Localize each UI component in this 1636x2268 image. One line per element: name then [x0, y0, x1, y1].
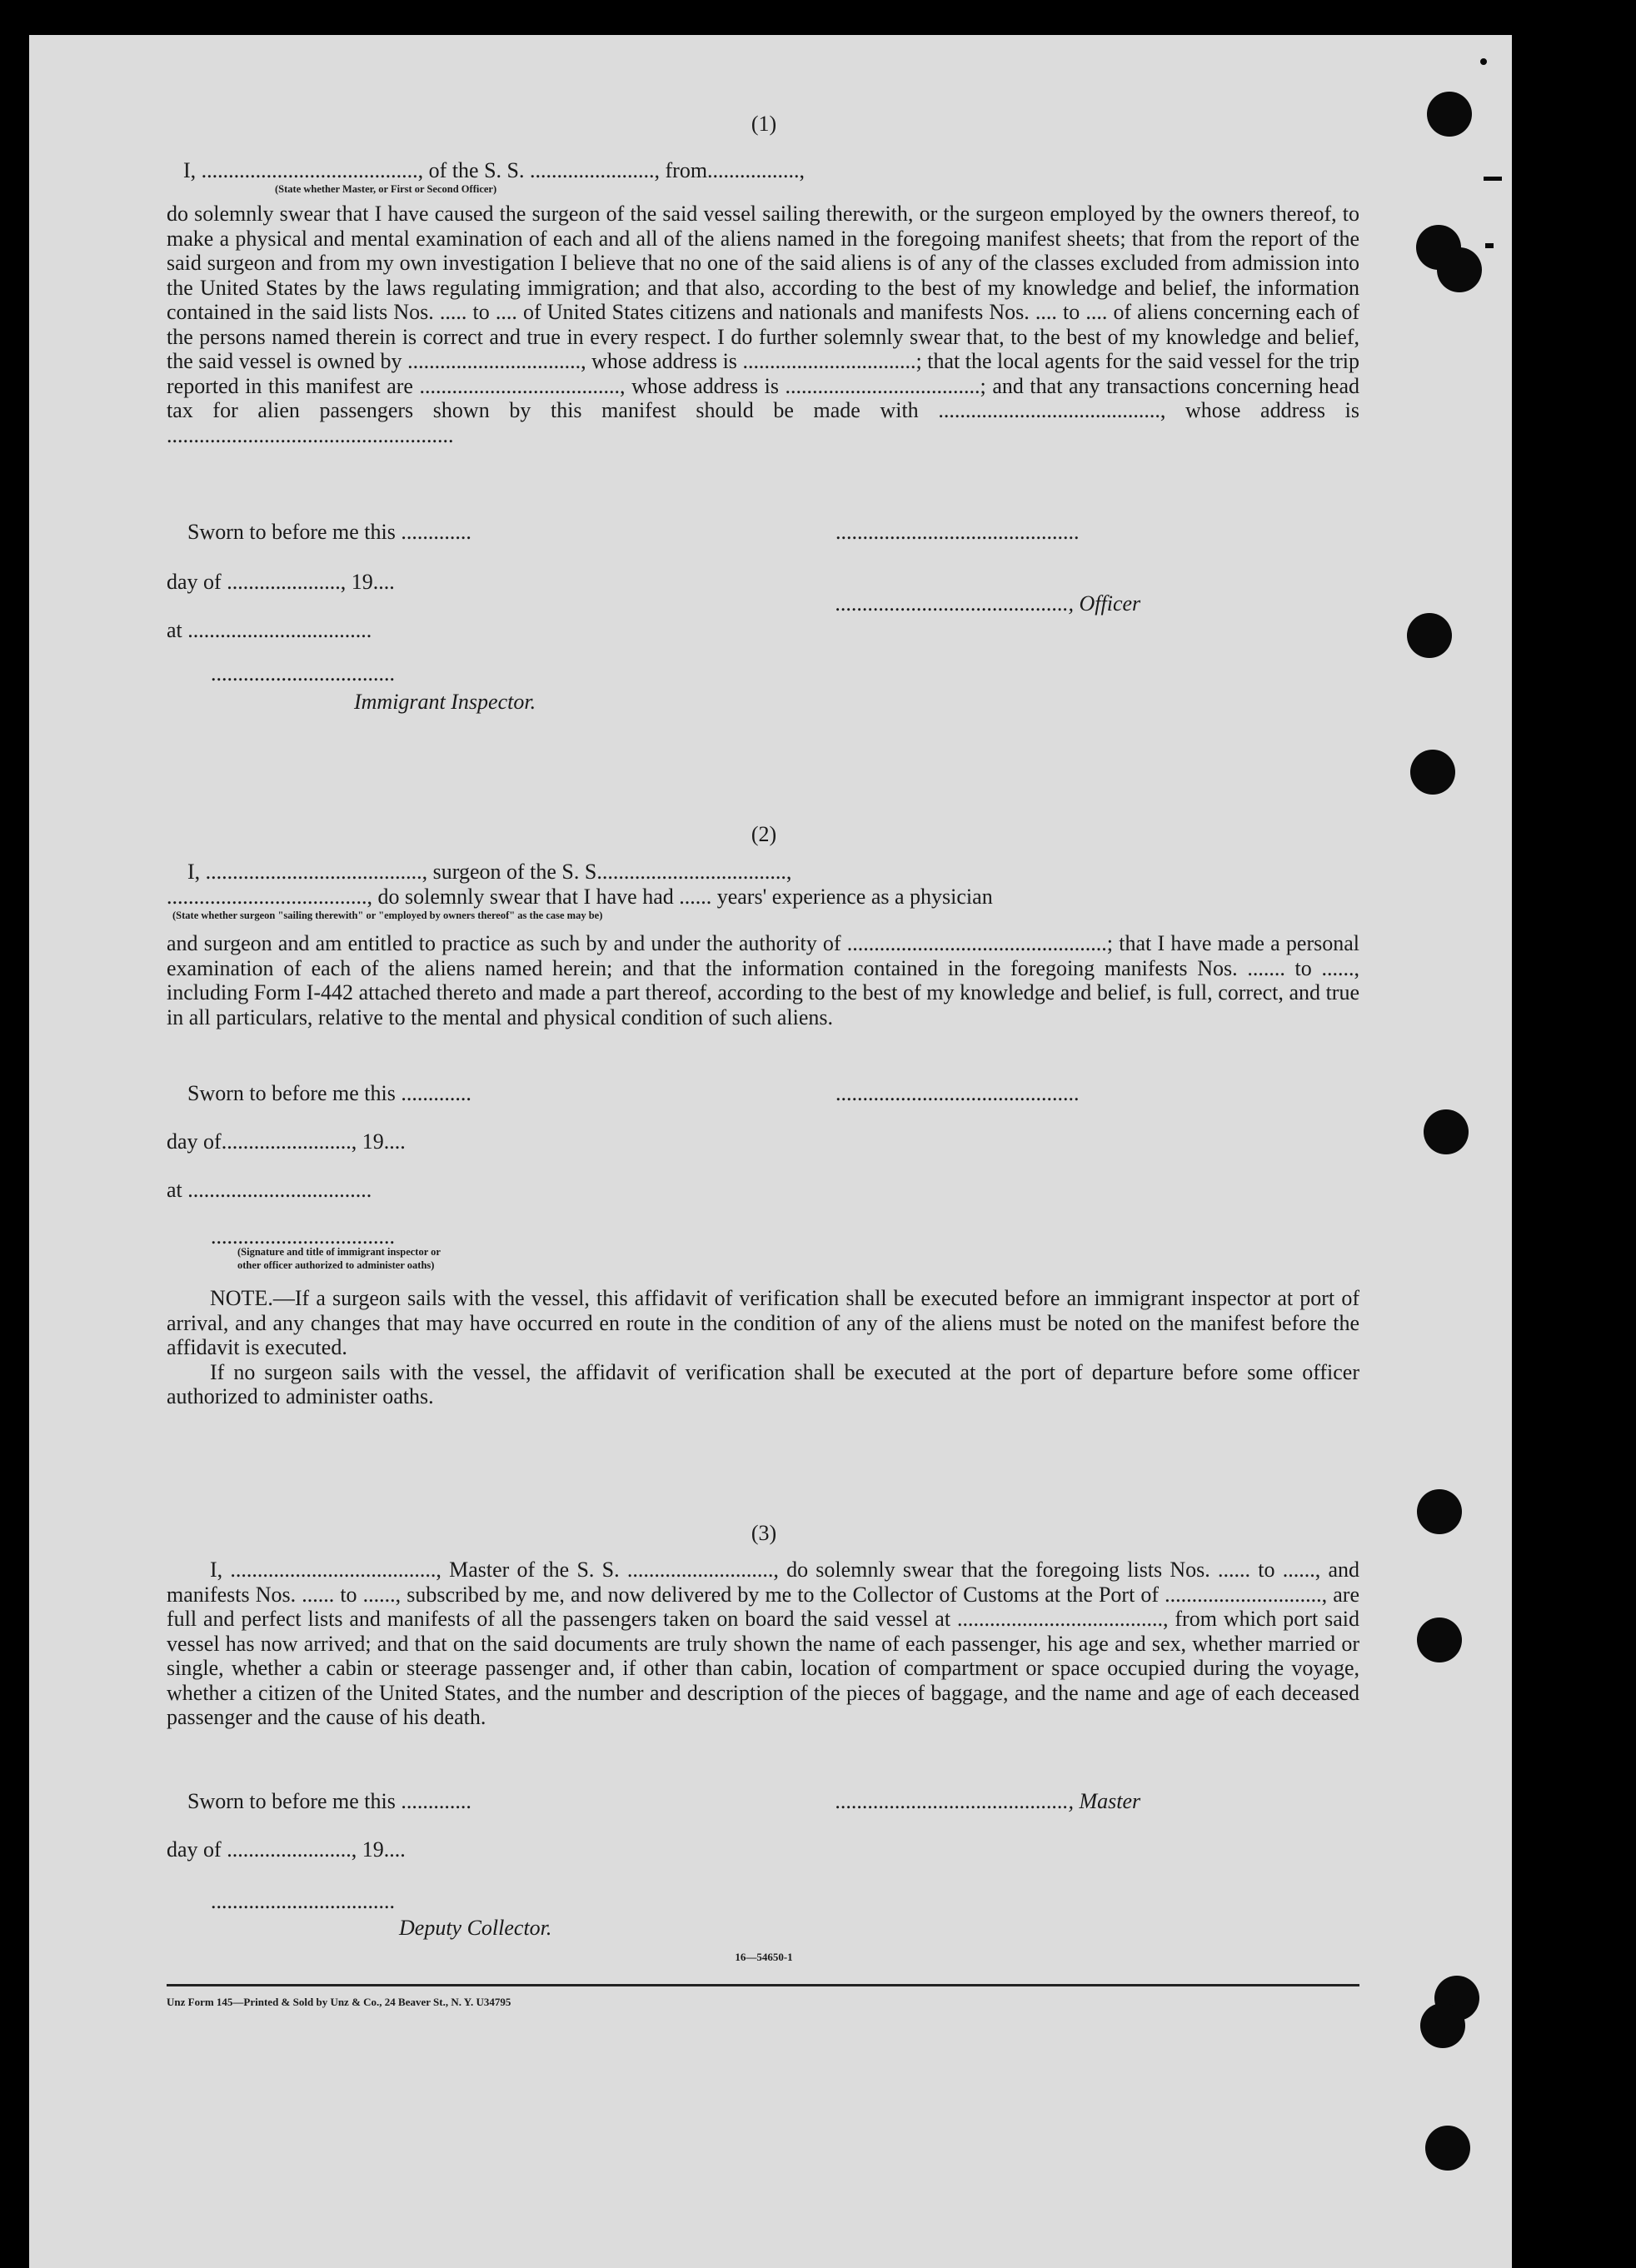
section-1-officer-line: ..........................................., Officer [835, 591, 1141, 616]
section-1-inspector-dots: .................................. [211, 661, 395, 685]
section-1-officer-dots: ............................................. [835, 520, 1080, 544]
punch-hole [1417, 1618, 1462, 1662]
section-2-second-line: ....................................., do solemnly swear that I have had ...... years' experience as a physician [167, 885, 993, 909]
signature-caption: other officer authorized to administer oaths) [237, 1259, 435, 1271]
section-3-day: day of ......................., 19.... [167, 1837, 406, 1862]
deputy-collector-label: Deputy Collector. [399, 1916, 552, 1940]
section-2-paragraph: and surgeon and am entitled to practice as such by and under the authority of ................................................; that I have made a personal examination of each of the aliens named herein; and that the information contained in the foregoing manifests Nos. ....... to ......, including Form I-442 attached thereto and made a part thereof, according to the best of my knowledge and belief, is full, correct, and true in all particulars, relative to the mental and physical condition of such aliens. [167, 931, 1359, 1029]
officer-caption: (State whether Master, or First or Second Officer) [275, 183, 497, 195]
section-3-master-line: ..........................................., Master [835, 1789, 1141, 1813]
note-paragraph: NOTE.—If a surgeon sails with the vessel, this affidavit of verification shall be executed before an immigrant inspector at port of arrival, and any changes that may have occurred en route in the condition of any of the aliens must be noted on the manifest before the affidavit is executed. [167, 1286, 1359, 1359]
section-1-opening: I, ........................................, of the S. S. ......................., from................., [183, 158, 806, 182]
punch-hole [1424, 1109, 1469, 1154]
edge-mark [1480, 58, 1487, 65]
section-2-heading: (2) [751, 822, 777, 846]
edge-mark [1484, 177, 1502, 181]
section-3-paragraph: I, ......................................, Master of the S. S. ..........................., do solemnly swear that the foregoing lists Nos. ...... to ......, and manifests Nos. ...... to ......, subscribed by me, and now delivered by me to the Collector of Customs at the Port of ............................., are full and perfect lists and manifests of all the passengers taken on board the said vessel at ......................................, from which port said vessel has now arrived; and that on the said documents are truly shown the name of each passenger, his age and sex, whether married or single, whether a cabin or steerage passenger and, if other than cabin, location of compartment or space occupied during the voyage, whether a citizen of the United States, and the number and description of the pieces of baggage, and the name and age of each deceased passenger and the cause of his death. [167, 1558, 1359, 1729]
section-2-sig-dots: .................................. [211, 1224, 395, 1249]
punch-hole [1420, 2003, 1465, 2048]
section-3-sworn: Sworn to before me this ............. [187, 1789, 471, 1813]
signature-caption: (Signature and title of immigrant inspector or [237, 1246, 441, 1258]
section-3-heading: (3) [751, 1521, 777, 1545]
section-1-at: at .................................. [167, 618, 372, 642]
punch-hole [1407, 613, 1452, 658]
section-2-note [167, 1286, 1359, 1409]
edge-mark [1485, 243, 1494, 248]
section-1-day: day of ....................., 19.... [167, 570, 395, 594]
section-2-sworn: Sworn to before me this ............. [187, 1081, 471, 1105]
section-2-surgeon-dots: ............................................. [835, 1081, 1080, 1105]
section-1-heading: (1) [751, 112, 777, 136]
printer-footer: Unz Form 145—Printed & Sold by Unz & Co., 24 Beaver St., N. Y. U34795 [167, 1996, 511, 2008]
section-1-sworn: Sworn to before me this ............. [187, 520, 471, 544]
immigrant-inspector-label: Immigrant Inspector. [354, 690, 536, 714]
section-2-day: day of........................, 19.... [167, 1129, 406, 1154]
footer-rule [167, 1984, 1359, 1986]
form-number: 16—54650-1 [735, 1951, 793, 1963]
section-2-body [167, 931, 1359, 1029]
punch-hole [1437, 247, 1482, 292]
surgeon-caption: (State whether surgeon "sailing therewith" or "employed by owners thereof" as the case may be) [172, 910, 603, 921]
note-paragraph: If no surgeon sails with the vessel, the affidavit of verification shall be executed at the port of departure before some officer authorized to administer oaths. [167, 1359, 1359, 1408]
punch-hole [1425, 2126, 1470, 2171]
section-2-opening: I, ........................................, surgeon of the S. S..................................., [187, 860, 792, 884]
punch-hole [1410, 750, 1455, 795]
section-1-paragraph: do solemnly swear that I have caused the surgeon of the said vessel sailing therewith, or the surgeon employed by the owners thereof, to make a physical and mental examination of each and all of the aliens named in the foregoing manifest sheets; that from the report of the said surgeon and from my own investigation I believe that no one of the said aliens is of any of the classes excluded from admission into the United States by the laws regulating immigration; and that also, according to the best of my knowledge and belief, the information contained in the said lists Nos. ..... to .... of United States citizens and nationals and manifests Nos. .... to .... of aliens concerning each of the persons named therein is correct and true in every respect. I do further solemnly swear that, to the best of my knowledge and belief, the said vessel is owned by ................................, whose address is ................................; that the local agents for the said vessel for the trip reported in this manifest are ....................................., whose address is ....................................; and that any transactions concerning head tax for alien passengers shown by this manifest should be made with ........................................., whose address is ..................................................... [167, 202, 1359, 447]
section-2-at: at .................................. [167, 1178, 372, 1202]
section-3-body [167, 1558, 1359, 1730]
section-3-collector-dots: .................................. [211, 1889, 395, 1913]
form-page [29, 35, 1512, 2268]
section-1-body [167, 202, 1359, 447]
